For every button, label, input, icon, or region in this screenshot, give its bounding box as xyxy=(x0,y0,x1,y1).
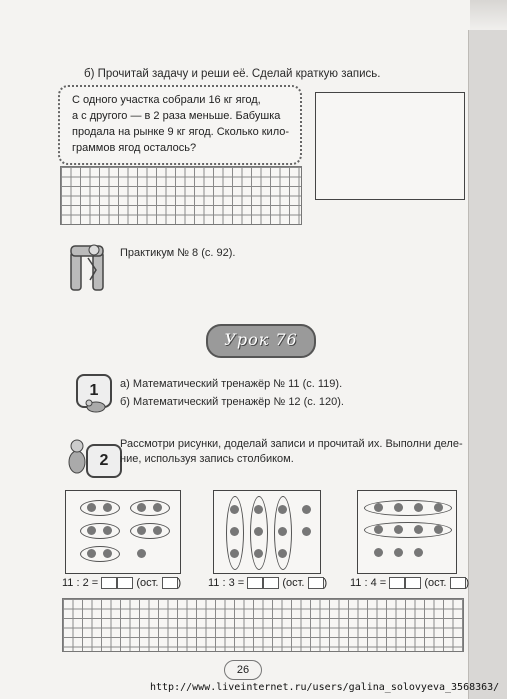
dot xyxy=(254,527,263,536)
answer-box[interactable] xyxy=(389,577,405,589)
short-note-box[interactable] xyxy=(315,92,465,200)
answer-box[interactable] xyxy=(117,577,133,589)
group-oval xyxy=(80,546,120,562)
dot xyxy=(434,503,443,512)
exercise-2-number: 2 xyxy=(86,444,122,478)
task-b-instruction: б) Прочитай задачу и реши её. Сделай краткую запись. xyxy=(84,68,381,80)
group-oval xyxy=(80,523,120,539)
dot xyxy=(394,503,403,512)
dot xyxy=(394,548,403,557)
dot xyxy=(137,549,146,558)
equation-1: 11 : 2 = (ост. ) xyxy=(62,577,182,589)
practicum-text: Практикум № 8 (с. 92). xyxy=(120,247,236,259)
dot xyxy=(87,526,96,535)
dot xyxy=(254,549,263,558)
facing-page-edge xyxy=(468,30,507,699)
answer-box[interactable] xyxy=(263,577,279,589)
dot xyxy=(278,505,287,514)
group-oval xyxy=(130,500,170,516)
dot xyxy=(103,549,112,558)
dot xyxy=(374,548,383,557)
group-oval xyxy=(130,523,170,539)
problem-box xyxy=(58,85,302,165)
dot xyxy=(414,525,423,534)
dot xyxy=(137,526,146,535)
equation-text: 11 : 4 = xyxy=(350,577,387,589)
equation-3: 11 : 4 = (ост. ) xyxy=(350,577,470,589)
page-number: 26 xyxy=(224,660,262,680)
solution-grid[interactable] xyxy=(60,166,302,225)
dot xyxy=(230,527,239,536)
dot xyxy=(87,503,96,512)
problem-line: граммов ягод осталось? xyxy=(72,142,197,154)
problem-line: а с другого — в 2 раза меньше. Бабушка xyxy=(72,110,281,122)
remainder-label: (ост. xyxy=(424,577,447,589)
dot xyxy=(278,527,287,536)
problem-line: С одного участка собрали 16 кг ягод, xyxy=(72,94,261,106)
dot xyxy=(103,503,112,512)
dot xyxy=(414,548,423,557)
answer-box[interactable] xyxy=(405,577,421,589)
dot xyxy=(302,505,311,514)
dot xyxy=(278,549,287,558)
figure-group-by-2 xyxy=(65,490,181,574)
answer-box[interactable] xyxy=(101,577,117,589)
practicum-icon xyxy=(68,240,108,292)
equation-text: 11 : 3 = xyxy=(208,577,245,589)
dot xyxy=(103,526,112,535)
dot xyxy=(230,549,239,558)
dot xyxy=(153,503,162,512)
equation-2: 11 : 3 = (ост. ) xyxy=(208,577,328,589)
dot xyxy=(434,525,443,534)
dot xyxy=(374,525,383,534)
dot xyxy=(87,549,96,558)
answer-box[interactable] xyxy=(247,577,263,589)
equation-text: 11 : 2 = xyxy=(62,577,99,589)
remainder-box[interactable] xyxy=(162,577,178,589)
dot xyxy=(374,503,383,512)
exercise-1-line-a: а) Математический тренажёр № 11 (с. 119). xyxy=(120,378,343,390)
dot xyxy=(394,525,403,534)
figure-group-by-3 xyxy=(213,490,321,574)
remainder-box[interactable] xyxy=(308,577,324,589)
lesson-title: Урок 76 xyxy=(206,324,316,358)
dot xyxy=(414,503,423,512)
column-division-grid[interactable] xyxy=(62,598,464,652)
exercise-2-line: Рассмотри рисунки, доделай записи и прочитай их. Выполни деле- xyxy=(120,438,463,450)
mouse-reading-icon xyxy=(66,436,88,476)
remainder-label: (ост. xyxy=(282,577,305,589)
group-oval xyxy=(80,500,120,516)
mouse-icon xyxy=(84,398,108,414)
remainder-box[interactable] xyxy=(450,577,466,589)
dot xyxy=(254,505,263,514)
dot xyxy=(230,505,239,514)
exercise-1-line-b: б) Математический тренажёр № 12 (с. 120). xyxy=(120,396,344,408)
remainder-label: (ост. xyxy=(136,577,159,589)
dot xyxy=(153,526,162,535)
dot xyxy=(302,527,311,536)
problem-line: продала на рынке 9 кг ягод. Сколько кило- xyxy=(72,126,290,138)
exercise-1-number: 1 xyxy=(76,374,112,408)
dot xyxy=(137,503,146,512)
footer-url: http://www.liveinternet.ru/users/galina_solovyeva_3568363/ xyxy=(150,682,500,693)
figure-group-by-4 xyxy=(357,490,457,574)
exercise-2-line: ние, используя запись столбиком. xyxy=(120,453,294,465)
